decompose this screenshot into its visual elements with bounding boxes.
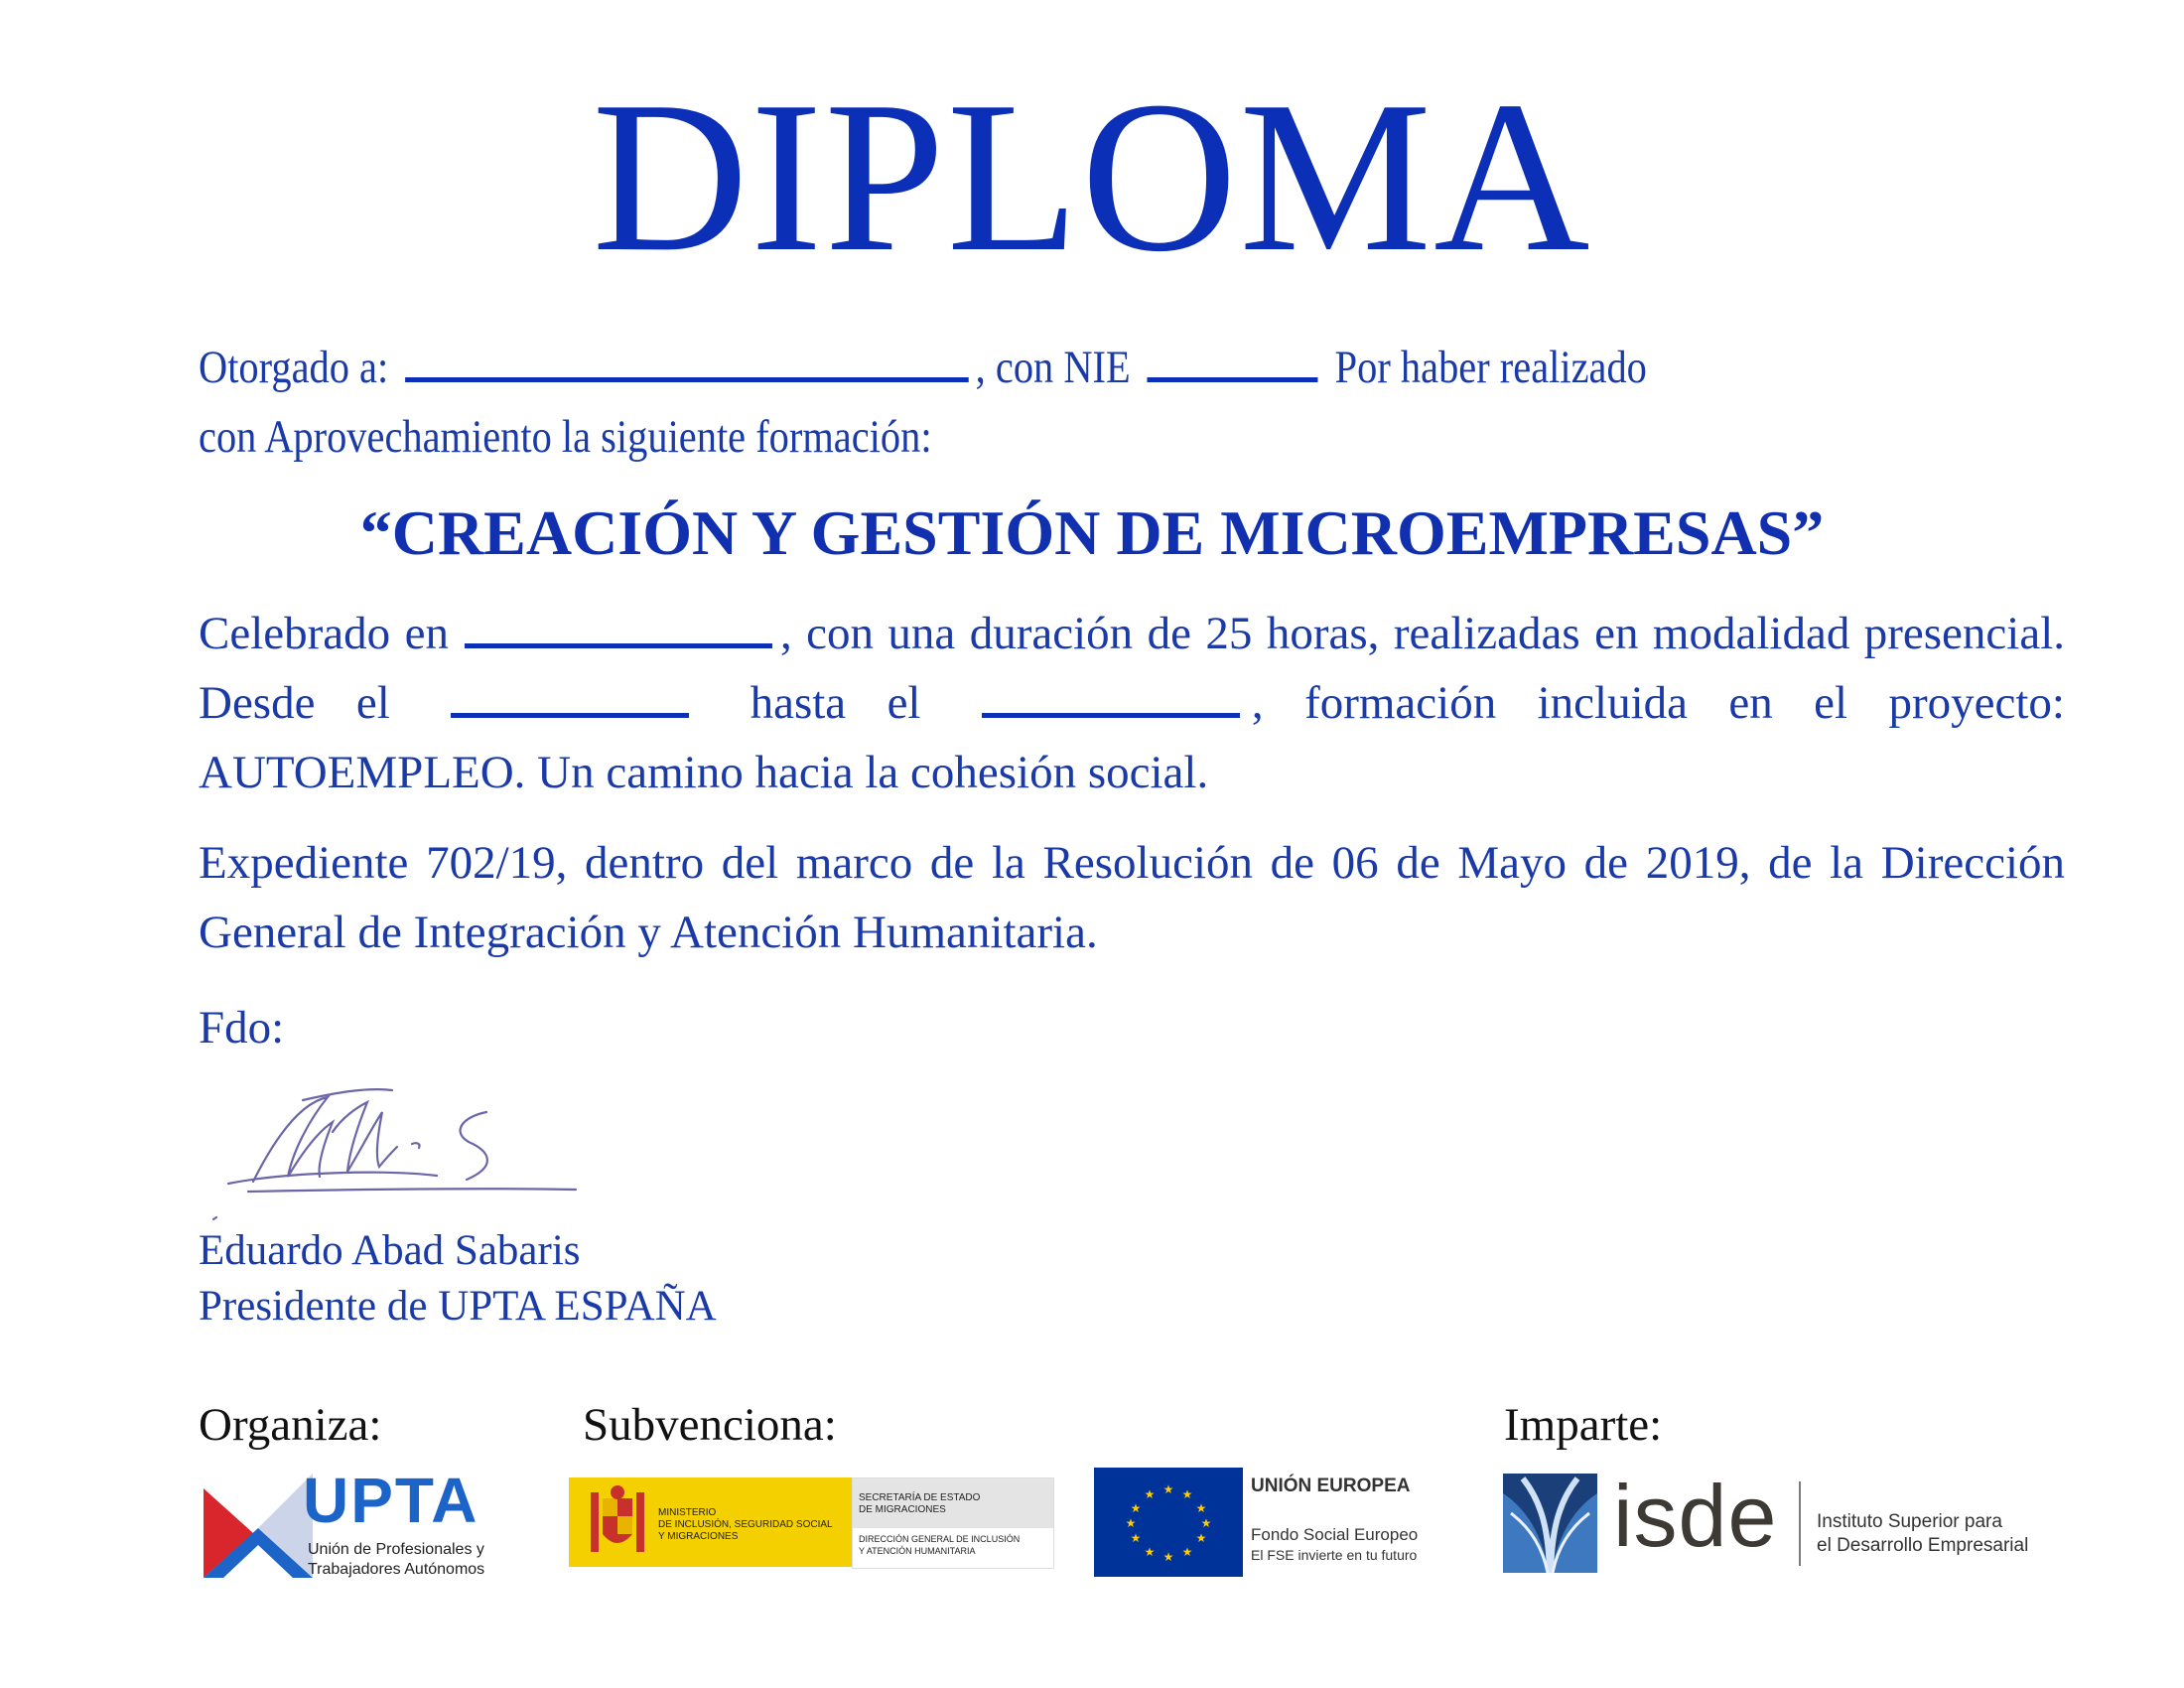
- ministerio-left-2: DE INCLUSIÓN, SEGURIDAD SOCIAL: [658, 1519, 833, 1530]
- start-date-blank: [451, 673, 689, 718]
- isde-wordmark: isde: [1613, 1467, 1778, 1565]
- eu-line-2: El FSE invierte en tu futuro: [1251, 1547, 1418, 1563]
- signer-name: Eduardo Abad Sabaris: [199, 1227, 581, 1274]
- course-title: “CREACIÓN Y GESTIÓN DE MICROEMPRESAS”: [359, 497, 1825, 568]
- ministerio-left-3: Y MIGRACIONES: [658, 1531, 739, 1542]
- signature-image: [208, 1072, 606, 1221]
- signature-label: Fdo:: [199, 1002, 285, 1054]
- organiza-label: Organiza:: [199, 1399, 382, 1451]
- resolution-paragraph: Expediente 702/19, dentro del marco de la Resolución de 06 de Mayo de 2019, de la Dirección General de Integración y Atención Humanitaria.: [199, 837, 2065, 958]
- ministerio-left-1: MINISTERIO: [658, 1507, 717, 1518]
- awarded-prefix: Otorgado a:: [199, 342, 389, 393]
- svg-text:★: ★: [1130, 1501, 1142, 1515]
- signer-block: [199, 1223, 717, 1335]
- ministerio-right-4: Y ATENCIÓN HUMANITARIA: [859, 1546, 976, 1556]
- isde-emblem-icon: [1503, 1474, 1597, 1573]
- isde-line-1: Instituto Superior para: [1817, 1511, 2002, 1532]
- svg-text:★: ★: [1200, 1516, 1212, 1530]
- details-celebrado: Celebrado en: [199, 608, 449, 659]
- details-hasta: hasta el: [750, 677, 921, 729]
- place-blank: [465, 604, 772, 648]
- eu-flag-icon: [1094, 1468, 1243, 1577]
- diploma-title: DIPLOMA: [592, 58, 1592, 297]
- ministerio-right-top: [853, 1478, 1053, 1528]
- ministerio-right-2: DE MIGRACIONES: [859, 1504, 946, 1515]
- ministerio-right-panel: [852, 1477, 1054, 1569]
- details-proyecto: , formación incluida en el proyecto: AUTOEMPLEO. Un camino hacia la cohesión social.: [199, 677, 2065, 798]
- eu-logo: [1094, 1468, 1451, 1577]
- details-paragraph: [199, 599, 2065, 807]
- signer-role: Presidente de UPTA ESPAÑA: [199, 1283, 717, 1330]
- subvenciona-label: Subvenciona:: [583, 1399, 837, 1451]
- ministerio-logo: [569, 1477, 1052, 1567]
- upta-wordmark: UPTA: [303, 1465, 479, 1536]
- svg-text:★: ★: [1130, 1531, 1142, 1545]
- upta-emblem-icon: [204, 1474, 313, 1583]
- eu-title: UNIÓN EUROPEA: [1251, 1476, 1411, 1496]
- svg-text:★: ★: [1144, 1487, 1156, 1501]
- awarded-line-2: [199, 407, 1051, 467]
- svg-text:★: ★: [1181, 1545, 1193, 1559]
- awarded-line2-text: con Aprovechamiento la siguiente formación:: [199, 411, 932, 463]
- isde-line-2: el Desarrollo Empresarial: [1817, 1535, 2029, 1556]
- ministerio-right-3: DIRECCIÓN GENERAL DE INCLUSIÓN: [859, 1534, 1021, 1544]
- upta-caption-1: Unión de Profesionales y: [308, 1541, 484, 1558]
- upta-caption-2: Trabajadores Autónomos: [308, 1561, 485, 1578]
- svg-text:★: ★: [1162, 1550, 1174, 1564]
- ministerio-right-1: SECRETARÍA DE ESTADO: [859, 1492, 981, 1503]
- svg-text:★: ★: [1144, 1545, 1156, 1559]
- imparte-label: Imparte:: [1504, 1399, 1663, 1451]
- name-blank: [405, 338, 969, 382]
- awarded-suffix: Por haber realizado: [1334, 342, 1647, 393]
- isde-logo: [1499, 1467, 2035, 1581]
- nie-blank: [1148, 338, 1318, 382]
- spain-coat-of-arms-icon: [587, 1484, 648, 1560]
- svg-text:★: ★: [1181, 1487, 1193, 1501]
- isde-divider: [1799, 1481, 1801, 1566]
- awarded-line-1: [199, 338, 2065, 397]
- end-date-blank: [982, 673, 1240, 718]
- upta-logo: [204, 1465, 501, 1584]
- eu-line-1: Fondo Social Europeo: [1251, 1525, 1419, 1544]
- nie-label: , con NIE: [975, 342, 1131, 393]
- details-duration: , con una duración de 25 horas, realizadas en modalidad presencial. Desde el: [199, 608, 2066, 729]
- svg-text:★: ★: [1125, 1516, 1137, 1530]
- svg-text:★: ★: [1162, 1482, 1174, 1496]
- svg-text:★: ★: [1195, 1531, 1207, 1545]
- svg-text:★: ★: [1195, 1501, 1207, 1515]
